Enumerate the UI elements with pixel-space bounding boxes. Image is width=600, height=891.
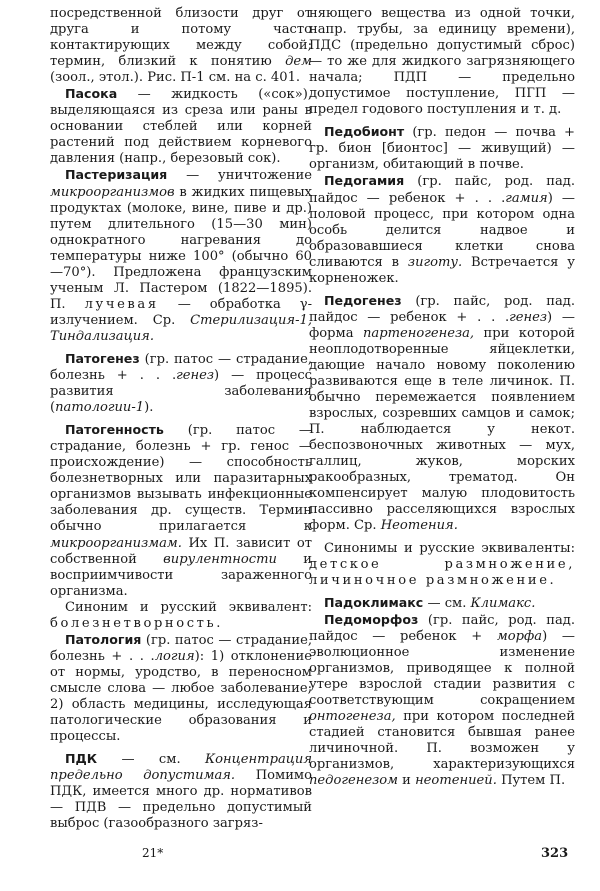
definition: Их П. зависит от собственной [50,535,312,567]
text-italic: морфа [496,628,543,644]
text-italic: гамия [505,190,548,206]
cross-reference: неотенией. [415,773,497,789]
continuation-paragraph [309,6,575,118]
text-italic: логия [154,648,195,664]
headword: Патогенез [65,350,140,366]
text-italic: дем [285,54,312,70]
synonym-note [309,541,575,589]
entry-patogenez [50,351,312,416]
spaced-term: лучевая [84,296,159,312]
definition: (гр. пайс, род. пад. пайдос — ребенок + . . . [309,293,575,325]
definition: ) — половой процесс, при котором одна особь делится надвое и образовавшиеся клетки снова сливаются в [309,190,575,270]
cross-reference: Концентрация предельно допустимая. [50,752,312,784]
entry-padoklimaks [309,595,575,612]
headword: Педогенез [324,292,402,308]
text-italic: микроорганизмов [50,184,175,200]
entry-pedogenez [309,293,575,535]
printer-signature: 21* [142,846,164,860]
headword: Пастеризация [65,167,168,183]
entry-pedobiont [309,124,575,173]
definition: Путем П. [501,773,566,789]
entry-pasterizatsiya [50,167,312,345]
headword: Педогамия [324,173,405,189]
definition: — см. [121,752,181,768]
continuation-paragraph [50,6,312,86]
definition: (гр. пайс, род. пад. пайдос — ребенок + [309,612,575,644]
definition: ): 1) отклонение от нормы, уродство, в переносном смысле слова — любое заболевание; 2) область медицины, исследующая патологические образования и процессы. [50,648,312,745]
cross-reference: онтогенеза, [309,708,396,724]
text: няющего вещества из одной точки, напр. трубы, за единицу времени), ПДС (предельно допустимый сброс) — то же для жидкого загрязняющего начала; ПДП — предельно допустимое поступление, ПГП — предел годового поступления и т. д. [309,6,575,118]
definition: в жидких пищевых продуктах (молоке, вине, пиве и др.) путем длительного (15—30 мин) однократного нагревания до температуры ниже 100° (обычно 60—70°). Предложена французским ученым Л. Пастером (1822—1895). П. [50,184,312,312]
cross-reference: микроорганизмам. [50,535,182,551]
headword: Падоклимакс [324,594,424,610]
entry-pedogamiya [309,173,575,286]
headword: Педоморфоз [324,611,419,627]
definition: (гр. патос — страдание, болезнь + гр. генос — происхождение) — способность болезнетворных или паразитарных организмов вызывать инфекционные заболевания др. существ. Термин обычно прилагается к [50,423,312,535]
left-column [50,6,312,832]
text: (зоол., этол.). Рис. П-1 см. на с. 401. [50,70,301,86]
cross-reference: вирулентности [163,551,277,567]
entry-patologiya [50,632,312,745]
cross-reference: патологии-1 [55,400,145,416]
headword: Педобионт [324,124,405,140]
text: Синонимы и русские эквиваленты: [324,540,575,556]
spaced-term: болезнетворность. [50,615,224,631]
headword: Патогенность [65,422,164,438]
right-column [309,6,575,789]
headword: ПДК [65,751,98,767]
definition: при которой неоплодотворенные яйцеклетки, дающие начало новому поколению развиваются еще в теле личинок. П. обычно перемежается появлением взрослых, созревших самцов и самок; П. наблюдается у некот. беспозвоночных животных — мух, галлиц, жуков, морских ракообразных, трематод. Он компенсирует малую плодовитость пассивно расселяющихся взрослых форм. Ср. [309,325,575,534]
text-italic: генез [176,368,215,384]
headword: Патология [65,631,142,647]
cross-reference: Неотения. [380,518,458,534]
cross-reference: партеногенеза, [362,325,475,341]
definition: — уничтожение [186,168,312,184]
cross-reference: зиготу. [407,254,463,270]
text: Синоним и русский эквивалент: [65,599,312,615]
definition: Встречается у корненожек. [309,254,575,286]
definition: ). [144,400,154,416]
definition: (гр. патос — страдание, болезнь + . . . [50,632,312,664]
headword: Пасока [65,86,118,102]
definition: и [402,773,411,789]
definition: ) — процесс развития заболевания ( [50,368,313,416]
definition: ) — форма [309,309,575,341]
text-italic: генез [509,309,548,325]
definition: при котором последней стадией становится бывшая ранее личиночной. П. возможен у организмов, характеризующихся [309,708,575,773]
entry-patogennost [50,422,312,600]
definition: — см. [427,595,467,611]
entry-pdk [50,751,312,832]
entry-pasoka [50,86,312,167]
cross-reference: Климакс. [470,595,536,611]
definition: Помимо ПДК, имеется много др. нормативов — ПДВ — предельно допустимый выброс (газообразного загряз- [50,768,312,832]
entry-pedomorfoz [309,612,575,790]
text: посредственной близости друг от друга и потому часто контактирующих между собой; термин, близкий к понятию [50,6,312,70]
cross-reference: педогенезом [309,773,398,789]
definition: ) — эволюционное изменение организмов, приводящее к полной утере взрослой стадии развития с соответствующим сокращением [309,628,575,708]
definition: (гр. педон — почва + гр. бион [бионтос] — живущий) — организм, обитающий в почве. [309,125,575,173]
definition: (гр. пайс, род. пад. пайдос — ребенок + . . . [309,174,575,206]
synonym-note [50,600,312,632]
spaced-term: детское размножение, личиночное размножение. [309,556,575,588]
definition: (гр. патос — страдание, болезнь + . . . [50,351,312,384]
definition: и восприимчивости зараженного организма. [50,551,312,599]
definition: — обработка γ-излучением. Ср. [50,296,313,328]
definition: — жидкость («сок»), выделяющаяся из среза или раны в основании стеблей или корней растений под действием корневого давления (напр., березовый сок). [50,87,312,167]
cross-reference: Стерилизация-1, Тиндализация. [50,312,312,344]
page-number: 323 [541,846,569,861]
